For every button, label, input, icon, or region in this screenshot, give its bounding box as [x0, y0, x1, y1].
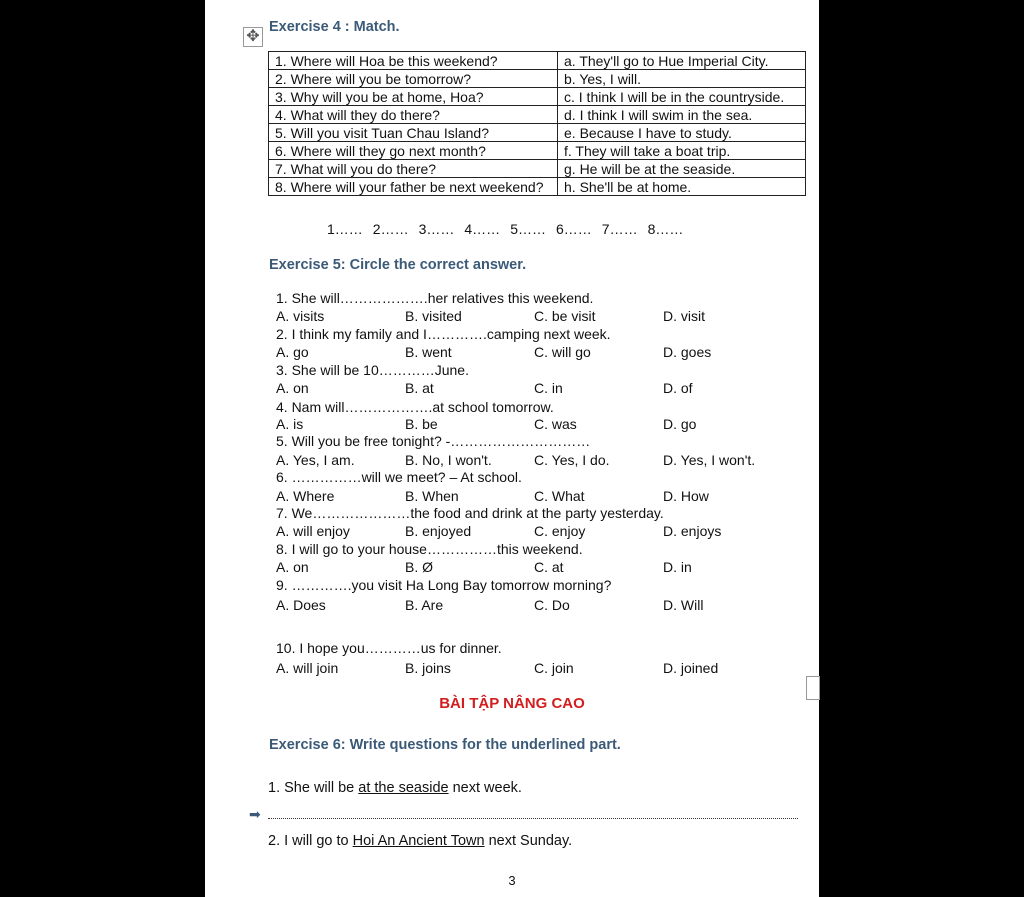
- table-row: [269, 52, 806, 70]
- page-number: 3: [508, 873, 516, 888]
- exercise6-title: Exercise 6: Write questions for the underlined part.: [269, 737, 621, 753]
- answer-option[interactable]: D. goes: [663, 344, 712, 360]
- match-answer-line: [327, 221, 693, 237]
- match-answer: b. Yes, I will.: [558, 70, 806, 88]
- answer-option[interactable]: A. will enjoy: [276, 523, 350, 539]
- answer-option[interactable]: C. will go: [534, 344, 591, 360]
- question-text: 9. ………….you visit Ha Long Bay tomorrow morning?: [276, 577, 612, 593]
- question-text: 10. I hope you…………us for dinner.: [276, 640, 502, 656]
- answer-dotted-line: [268, 818, 798, 819]
- table-row: [269, 70, 806, 88]
- answer-option[interactable]: A. visits: [276, 308, 325, 324]
- table-row: [269, 178, 806, 196]
- answer-blank: 2……: [372, 221, 409, 237]
- answer-option[interactable]: A. is: [276, 416, 304, 432]
- answer-option[interactable]: D. go: [663, 416, 697, 432]
- match-question: 3. Why will you be at home, Hoa?: [269, 88, 558, 106]
- match-question: 2. Where will you be tomorrow?: [269, 70, 558, 88]
- match-table: [268, 51, 806, 196]
- answer-option[interactable]: C. be visit: [534, 308, 596, 324]
- answer-blank: 5……: [510, 221, 546, 237]
- answer-option[interactable]: D. in: [663, 559, 692, 575]
- answer-option[interactable]: A. Yes, I am.: [276, 452, 355, 468]
- answer-option[interactable]: D. visit: [663, 308, 705, 324]
- answer-option[interactable]: A. on: [276, 559, 309, 575]
- answer-option[interactable]: C. enjoy: [534, 523, 586, 539]
- arrow-icon: ➡: [249, 806, 261, 822]
- answer-option[interactable]: C. at: [534, 559, 564, 575]
- answer-blank: 8……: [647, 221, 684, 237]
- answer-option[interactable]: B. No, I won't.: [405, 452, 492, 468]
- match-answer: d. I think I will swim in the sea.: [558, 106, 806, 124]
- question-text: 8. I will go to your house……………this weekend.: [276, 541, 583, 557]
- question-text: 5. Will you be free tonight? -…………………………: [276, 433, 591, 449]
- answer-option[interactable]: B. visited: [405, 308, 462, 324]
- answer-option[interactable]: B. Ø: [405, 559, 434, 575]
- answer-blank: 1……: [327, 221, 363, 237]
- exercise6-question-1: 1. She will be at the seaside next week.: [268, 780, 522, 796]
- question-text: 1. She will……………….her relatives this weekend.: [276, 290, 594, 306]
- answer-option[interactable]: C. Yes, I do.: [534, 452, 610, 468]
- answer-option[interactable]: D. How: [663, 488, 709, 504]
- answer-option[interactable]: C. in: [534, 380, 563, 396]
- match-answer: e. Because I have to study.: [558, 124, 806, 142]
- question-text: 3. She will be 10…………June.: [276, 362, 469, 378]
- answer-option[interactable]: B. at: [405, 380, 434, 396]
- question-text: 4. Nam will……………….at school tomorrow.: [276, 399, 554, 415]
- answer-option[interactable]: B. When: [405, 488, 459, 504]
- match-question: 8. Where will your father be next weekend?: [269, 178, 558, 196]
- match-question: 7. What will you do there?: [269, 160, 558, 178]
- answer-blank: 6……: [555, 221, 592, 237]
- answer-option[interactable]: D. enjoys: [663, 523, 722, 539]
- answer-option[interactable]: C. Do: [534, 597, 570, 613]
- match-question: 1. Where will Hoa be this weekend?: [269, 52, 558, 70]
- question-text: 6. ……………will we meet? – At school.: [276, 469, 522, 485]
- match-answer: h. She'll be at home.: [558, 178, 806, 196]
- answer-option[interactable]: D. Will: [663, 597, 704, 613]
- exercise5-title: Exercise 5: Circle the correct answer.: [269, 257, 527, 273]
- answer-blank: 3……: [418, 221, 455, 237]
- question-text: 7. We…………………the food and drink at the party yesterday.: [276, 505, 664, 521]
- table-row: [269, 88, 806, 106]
- answer-option[interactable]: A. Does: [276, 597, 326, 613]
- advanced-title: BÀI TẬP NÂNG CAO: [439, 695, 585, 712]
- answer-option[interactable]: B. joins: [405, 660, 451, 676]
- answer-option[interactable]: C. What: [534, 488, 585, 504]
- exercise4-title: Exercise 4 : Match.: [269, 19, 400, 35]
- answer-option[interactable]: A. go: [276, 344, 309, 360]
- answer-option[interactable]: D. of: [663, 380, 693, 396]
- table-row: [269, 142, 806, 160]
- match-question: 4. What will they do there?: [269, 106, 558, 124]
- answer-option[interactable]: B. Are: [405, 597, 444, 613]
- answer-option[interactable]: B. went: [405, 344, 452, 360]
- answer-option[interactable]: B. be: [405, 416, 438, 432]
- answer-option[interactable]: D. joined: [663, 660, 719, 676]
- match-answer: c. I think I will be in the countryside.: [558, 88, 806, 106]
- answer-option[interactable]: D. Yes, I won't.: [663, 452, 756, 468]
- question-text: 2. I think my family and I………….camping next week.: [276, 326, 611, 342]
- match-question: 5. Will you visit Tuan Chau Island?: [269, 124, 558, 142]
- match-answer: f. They will take a boat trip.: [558, 142, 806, 160]
- answer-option[interactable]: B. enjoyed: [405, 523, 472, 539]
- answer-option[interactable]: A. Where: [276, 488, 335, 504]
- answer-blank: 7……: [601, 221, 638, 237]
- answer-blank: 4……: [464, 221, 501, 237]
- exercise6-question-2: 2. I will go to Hoi An Ancient Town next Sunday.: [268, 833, 573, 849]
- answer-option[interactable]: C. was: [534, 416, 577, 432]
- match-answer: a. They'll go to Hue Imperial City.: [558, 52, 806, 70]
- match-question: 6. Where will they go next month?: [269, 142, 558, 160]
- table-row: [269, 124, 806, 142]
- answer-option[interactable]: C. join: [534, 660, 574, 676]
- match-answer: g. He will be at the seaside.: [558, 160, 806, 178]
- table-row: [269, 106, 806, 124]
- document-page: [205, 0, 819, 897]
- table-move-handle-icon[interactable]: ✥: [243, 27, 263, 47]
- answer-option[interactable]: A. will join: [276, 660, 339, 676]
- table-row: [269, 160, 806, 178]
- answer-option[interactable]: A. on: [276, 380, 309, 396]
